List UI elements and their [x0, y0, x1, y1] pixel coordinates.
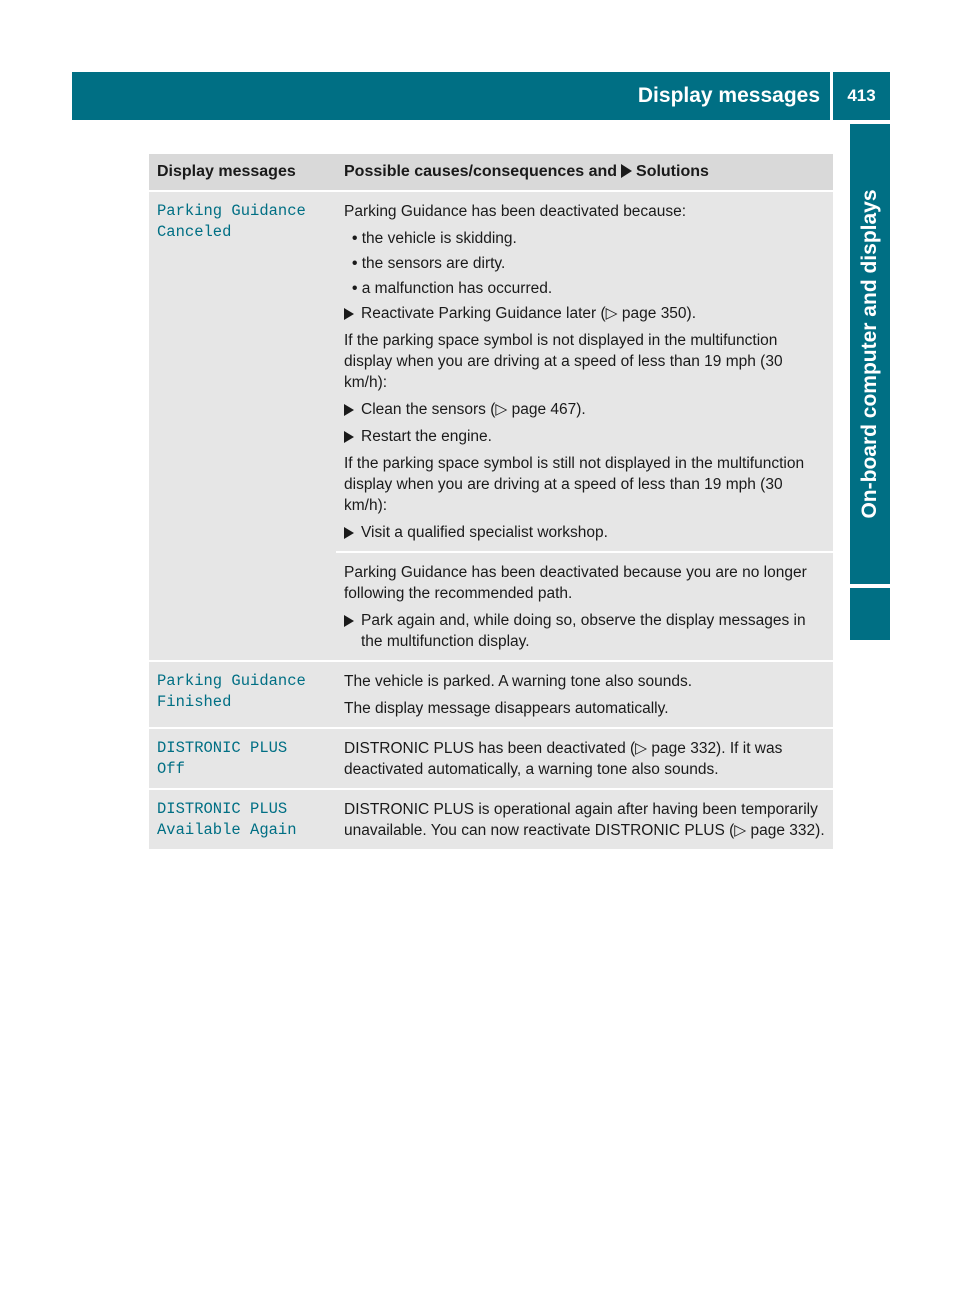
table-row: [149, 191, 833, 552]
step-arrow-icon: [344, 527, 354, 539]
description-cell: DISTRONIC PLUS has been deactivated (▷ page 332). If it was deactivated automatically, a warning tone also sounds.: [336, 728, 833, 789]
description-cell: DISTRONIC PLUS is operational again after having been temporarily unavailable. You can now reactivate DISTRONIC PLUS (▷ page 332).: [336, 789, 833, 849]
message-cell: DISTRONIC PLUS Available Again: [149, 789, 336, 849]
table-row: [149, 728, 833, 789]
arrow-right-icon: [621, 164, 632, 178]
table-row: [149, 789, 833, 849]
side-tab-label: On-board computer and displays: [858, 189, 881, 519]
step-arrow-icon: [344, 308, 354, 320]
display-messages-table: [149, 154, 833, 849]
step-arrow-icon: [344, 431, 354, 443]
page-number: 413: [847, 86, 876, 105]
message-cell: Parking Guidance Canceled: [149, 191, 336, 661]
page-title: Display messages: [637, 84, 820, 107]
table-header-row: [149, 154, 833, 191]
column-header-causes: Possible causes/consequences and Solutions: [336, 154, 833, 191]
step-arrow-icon: [344, 615, 354, 627]
side-tab-marker: [850, 588, 890, 640]
description-cell: The vehicle is parked. A warning tone also sounds. The display message disappears automatically.: [336, 661, 833, 728]
description-cell: Parking Guidance has been deactivated because you are no longer following the recommended path. Park again and, while doing so, observe the display messages in the multifunction display.: [336, 552, 833, 661]
table-row: [149, 661, 833, 728]
step-arrow-icon: [344, 404, 354, 416]
message-cell: Parking Guidance Finished: [149, 661, 336, 728]
description-cell: Parking Guidance has been deactivated because: • the vehicle is skidding. • the sensors are dirty. • a malfunction has occurred. Reactivate Parking Guidance later (▷ page 350). If the parking space symbol is not displayed in the multifunction display when you are driving at a speed of less than 19 mph (30 km/h): Clean the sensors (▷ page 467). Restart the engine. If the parking space symbol is still not displayed in the multifunction display when you are driving at a speed of less than 19 mph (30 km/h): Visit a qualified specialist workshop.: [336, 191, 833, 552]
column-header-messages: Display messages: [149, 154, 336, 191]
message-cell: DISTRONIC PLUS Off: [149, 728, 336, 789]
